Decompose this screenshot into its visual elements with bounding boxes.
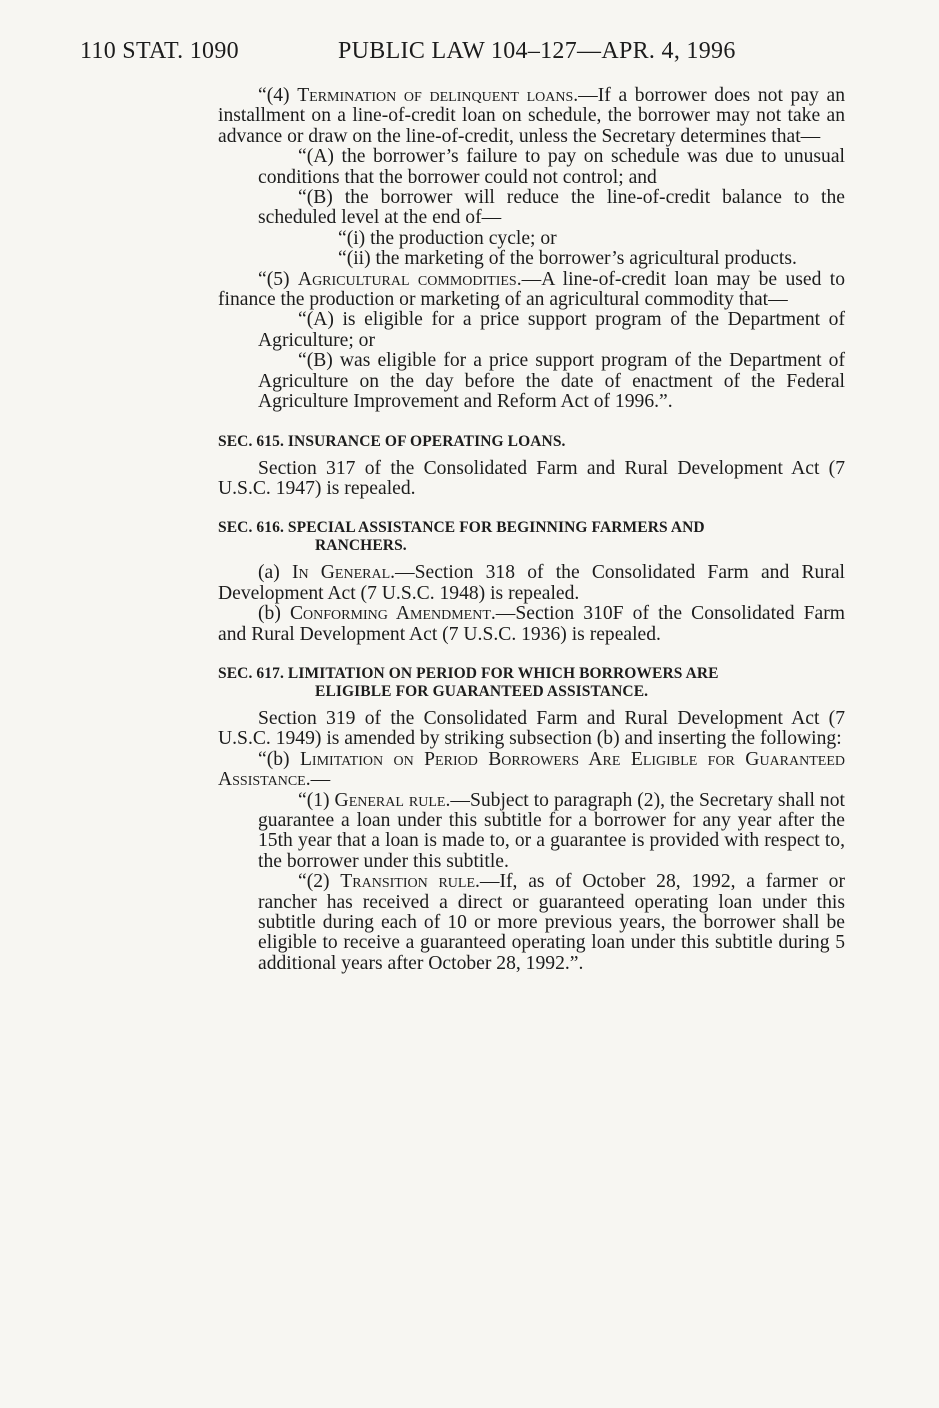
clause-4b-ii: “(ii) the marketing of the borrower’s agricultural products. [338, 248, 797, 270]
paragraph-5: “(5) Agricultural commodities.—A line-of-credit loan may be used to finance the production or marketing of an agricultural commodity that— [218, 268, 845, 311]
section-616-subsection-a: (a) In General.—Section 318 of the Consolidated Farm and Rural Development Act (7 U.S.C. 1948) is repealed. [218, 562, 846, 604]
statute-page-number: 110 STAT. 1090 [80, 38, 239, 64]
section-617-paragraph-1: “(1) General rule.—Subject to paragraph (2), the Secretary shall not guarantee a loan under this subtitle for a borrower for any year after the 15th year that a loan is made to, or a guarantee is provided with respect to, the borrower under this subtitle. [258, 789, 845, 872]
subsection-heading: In General. [291, 562, 396, 584]
paragraph-heading: General rule. [334, 789, 451, 811]
section-617-heading: SEC. 617. LIMITATION ON PERIOD FOR WHICH BORROWERS ARE ELIGIBLE FOR GUARANTEED ASSISTANCE. [218, 664, 719, 700]
paragraph-heading: Agricultural commodities. [297, 268, 522, 290]
section-615-heading: SEC. 615. INSURANCE OF OPERATING LOANS. [218, 432, 566, 450]
subsection-heading: Limitation on Period Borrowers Are Eligible for Guaranteed Assistance. [218, 748, 845, 791]
subparagraph-5b: “(B) was eligible for a price support program of the Department of Agriculture on the day before the date of enactment of the Federal Agriculture Improvement and Reform Act of 1996.”. [258, 350, 845, 413]
paragraph-4: “(4) Termination of delinquent loans.—If a borrower does not pay an installment on a line-of-credit loan on schedule, the borrower may not take an advance or draw on the line-of-credit, unless the Secretary determines that— [218, 85, 845, 147]
subparagraph-5a: “(A) is eligible for a price support program of the Department of Agriculture; or [258, 309, 845, 351]
section-617-text: Section 319 of the Consolidated Farm and Rural Development Act (7 U.S.C. 1949) is amended by striking subsection (b) and inserting the following: [218, 707, 845, 750]
subsection-heading: Conforming Amendment. [289, 603, 496, 625]
section-617-paragraph-2: “(2) Transition rule.—If, as of October 28, 1992, a farmer or rancher has received a direct or guaranteed operating loan under this subtitle during each of 10 or more previous years, the borrower shall be eligible to receive a guaranteed operating loan under this subtitle during 5 additional years after October 28, 1992.”. [258, 871, 845, 974]
subparagraph-4a: “(A) the borrower’s failure to pay on schedule was due to unusual conditions that the borrower could not control; and [258, 146, 845, 188]
public-law-citation: PUBLIC LAW 104–127—APR. 4, 1996 [338, 38, 736, 64]
section-617-subsection-b: “(b) Limitation on Period Borrowers Are Eligible for Guaranteed Assistance.— [218, 748, 845, 791]
section-616-heading: SEC. 616. SPECIAL ASSISTANCE FOR BEGINNING FARMERS AND RANCHERS. [218, 519, 705, 555]
clause-4b-i: “(i) the production cycle; or [338, 227, 557, 249]
paragraph-heading: Transition rule. [340, 871, 480, 893]
section-615-text: Section 317 of the Consolidated Farm and Rural Development Act (7 U.S.C. 1947) is repealed. [218, 457, 845, 499]
subparagraph-4b: “(B) the borrower will reduce the line-of-credit balance to the scheduled level at the end of— [258, 187, 845, 229]
section-616-subsection-b: (b) Conforming Amendment.—Section 310F of the Consolidated Farm and Rural Development Act (7 U.S.C. 1936) is repealed. [218, 603, 846, 645]
paragraph-heading: Termination of delinquent loans. [297, 85, 579, 106]
page-body [218, 86, 845, 974]
